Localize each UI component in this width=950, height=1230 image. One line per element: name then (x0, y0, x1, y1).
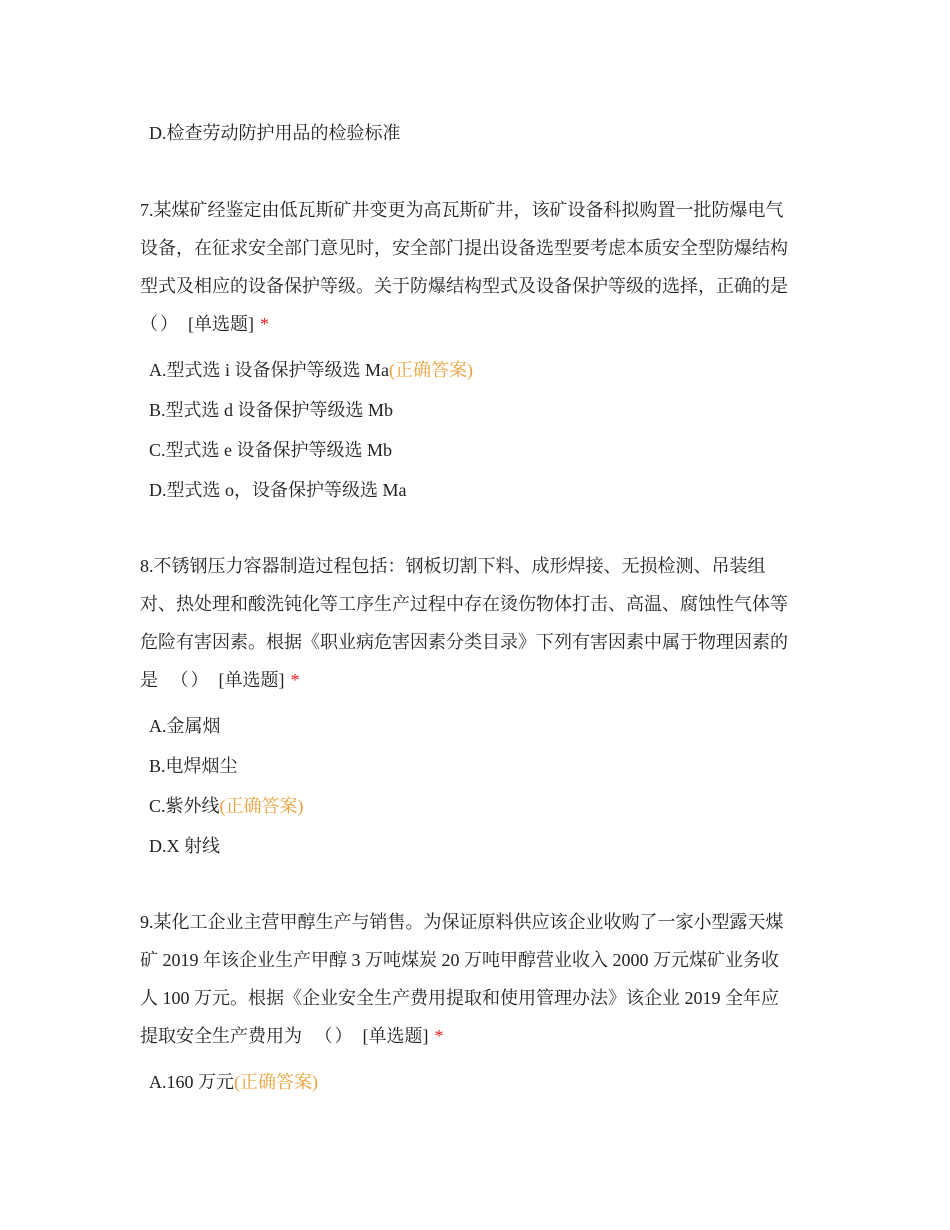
q7-type-tag: [单选题] (188, 314, 254, 334)
q9-stem-line-3: 人 100 万元。根据《企业安全生产费用提取和使用管理办法》该企业 2019 全年应 (140, 988, 779, 1008)
q7-required-mark: * (260, 314, 269, 334)
q7-stem-line-2: 设备，在征求安全部门意见时，安全部门提出设备选型要考虑本质安全型防爆结构 (140, 238, 788, 258)
q9-required-mark: * (434, 1026, 444, 1046)
q7-option-a-text: A.型式选 i 设备保护等级选 Ma (149, 360, 389, 380)
q9-stem-last: 提取安全生产费用为 (140, 1026, 302, 1046)
q8-required-mark: * (290, 670, 300, 690)
q8-option-d: D.X 射线 (149, 836, 220, 856)
q8-stem-line-4 (140, 667, 300, 693)
q7-blank: （） (140, 314, 180, 334)
q9-type-tag: [单选题] (362, 1026, 429, 1046)
q8-option-c (149, 793, 304, 819)
q8-type-tag: [单选题] (218, 670, 285, 690)
q9-stem-line-1: 9.某化工企业主营甲醇生产与销售。为保证原料供应该企业收购了一家小型露天煤 (140, 912, 784, 932)
q8-option-c-text: C.紫外线 (149, 796, 220, 816)
q8-option-b: B.电焊烟尘 (149, 756, 238, 776)
q7-stem-line-3: 型式及相应的设备保护等级。关于防爆结构型式及设备保护等级的选择，正确的是 (140, 276, 788, 296)
q7-option-a (149, 357, 473, 383)
q7-stem-line-4 (140, 311, 269, 337)
q8-stem-line-3: 危险有害因素。根据《职业病危害因素分类目录》下列有害因素中属于物理因素的 (140, 632, 788, 652)
q7-option-c: C.型式选 e 设备保护等级选 Mb (149, 440, 392, 460)
q8-option-a: A.金属烟 (149, 716, 221, 736)
q7-option-a-correct: (正确答案) (389, 360, 473, 380)
q9-option-a-correct: (正确答案) (234, 1072, 318, 1092)
prev-option-d: D.检查劳动防护用品的检验标准 (149, 123, 401, 143)
q8-blank: （） (170, 670, 211, 690)
q7-stem-line-1: 7.某煤矿经鉴定由低瓦斯矿井变更为高瓦斯矿井，该矿设备科拟购置一批防爆电气 (140, 200, 784, 220)
q9-option-a-text: A.160 万元 (149, 1072, 234, 1092)
q9-stem-line-2: 矿 2019 年该企业生产甲醇 3 万吨煤炭 20 万吨甲醇营业收入 2000 万元煤矿业务收 (140, 950, 779, 970)
q8-option-c-correct: (正确答案) (219, 796, 304, 816)
q8-stem-last: 是 (140, 670, 158, 690)
q9-option-a (149, 1069, 318, 1095)
q7-option-b: B.型式选 d 设备保护等级选 Mb (149, 400, 394, 420)
q8-stem-line-2: 对、热处理和酸洗钝化等工序生产过程中存在烫伤物体打击、高温、腐蚀性气体等 (140, 594, 788, 614)
q9-stem-line-4 (140, 1023, 444, 1049)
q8-stem-line-1: 8.不锈钢压力容器制造过程包括：钢板切割下料、成形焊接、无损检测、吊装组 (140, 556, 766, 576)
q9-blank: （） (314, 1026, 355, 1046)
q7-option-d: D.型式选 o，设备保护等级选 Ma (149, 480, 407, 500)
